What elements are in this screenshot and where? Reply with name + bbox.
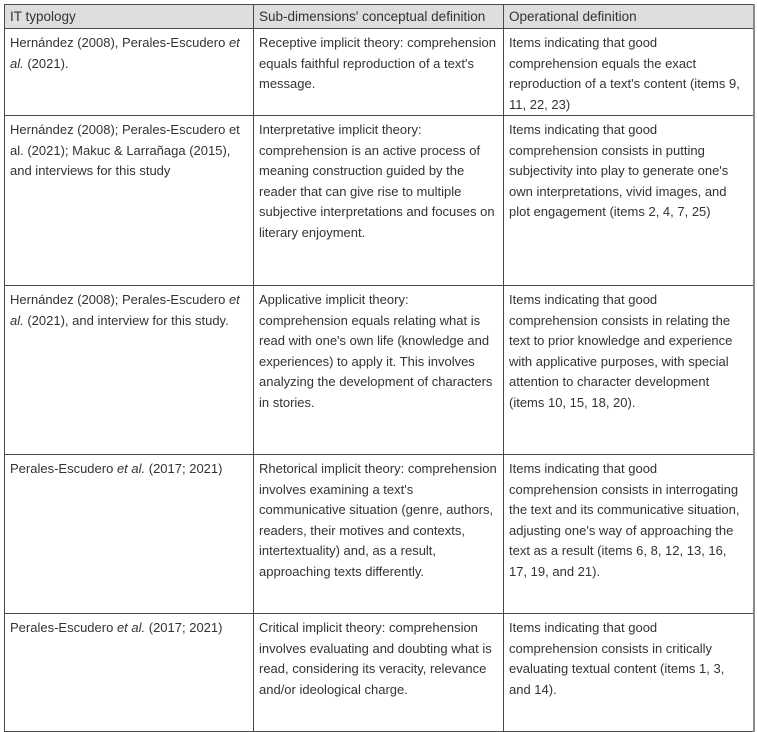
table-row-interpretative bbox=[5, 116, 754, 286]
typology-cell: Hernández (2008), Perales-Escudero et al. (2021). bbox=[5, 29, 254, 116]
conceptual-cell: Critical implicit theory: comprehension involves evaluating and doubting what is read, considering its veracity, relevance and/or ideological charge. bbox=[254, 614, 504, 732]
implicit-theories-table bbox=[4, 4, 755, 732]
operational-cell: Items indicating that good comprehension consists in putting subjectivity into play to generate one's own interpretations, vivid images, and plot engagement (items 2, 4, 7, 25) bbox=[504, 116, 754, 286]
header-it-typology: IT typology bbox=[5, 5, 254, 29]
header-conceptual-definition: Sub-dimensions' conceptual definition bbox=[254, 5, 504, 29]
typology-cell: Perales-Escudero et al. (2017; 2021) bbox=[5, 614, 254, 732]
operational-cell: Items indicating that good comprehension consists in interrogating the text and its communicative situation, adjusting one's way of approaching the text as a result (items 6, 8, 12, 13, 16, 17, 19, and 21). bbox=[504, 455, 754, 614]
table-row-critical bbox=[5, 614, 754, 732]
typology-cell: Hernández (2008); Perales-Escudero et al. (2021); Makuc & Larrañaga (2015), and interviews for this study bbox=[5, 116, 254, 286]
operational-cell: Items indicating that good comprehension consists in critically evaluating textual content (items 1, 3, and 14). bbox=[504, 614, 754, 732]
operational-cell: Items indicating that good comprehension equals the exact reproduction of a text's content (items 9, 11, 22, 23) bbox=[504, 29, 754, 116]
conceptual-cell: Applicative implicit theory: comprehension equals relating what is read with one's own life (knowledge and experiences) to apply it. This involves analyzing the development of characters in stories. bbox=[254, 286, 504, 455]
operational-cell: Items indicating that good comprehension consists in relating the text to prior knowledge and experience with applicative purposes, with special attention to character development (items 10, 15, 18, 20). bbox=[504, 286, 754, 455]
typology-cell: Perales-Escudero et al. (2017; 2021) bbox=[5, 455, 254, 614]
conceptual-cell: Receptive implicit theory: comprehension equals faithful reproduction of a text's message. bbox=[254, 29, 504, 116]
table-row-receptive bbox=[5, 29, 754, 116]
table-row-rhetorical bbox=[5, 455, 754, 614]
typology-cell: Hernández (2008); Perales-Escudero et al. (2021), and interview for this study. bbox=[5, 286, 254, 455]
header-operational-definition: Operational definition bbox=[504, 5, 754, 29]
table-header-row bbox=[5, 5, 754, 29]
conceptual-cell: Rhetorical implicit theory: comprehension involves examining a text's communicative situation (genre, authors, readers, their motives and contexts, intertextuality) and, as a result, approaching texts differently. bbox=[254, 455, 504, 614]
table-row-applicative bbox=[5, 286, 754, 455]
conceptual-cell: Interpretative implicit theory: comprehension is an active process of meaning construction guided by the reader that can give rise to multiple subjective interpretations and focuses on literary enjoyment. bbox=[254, 116, 504, 286]
